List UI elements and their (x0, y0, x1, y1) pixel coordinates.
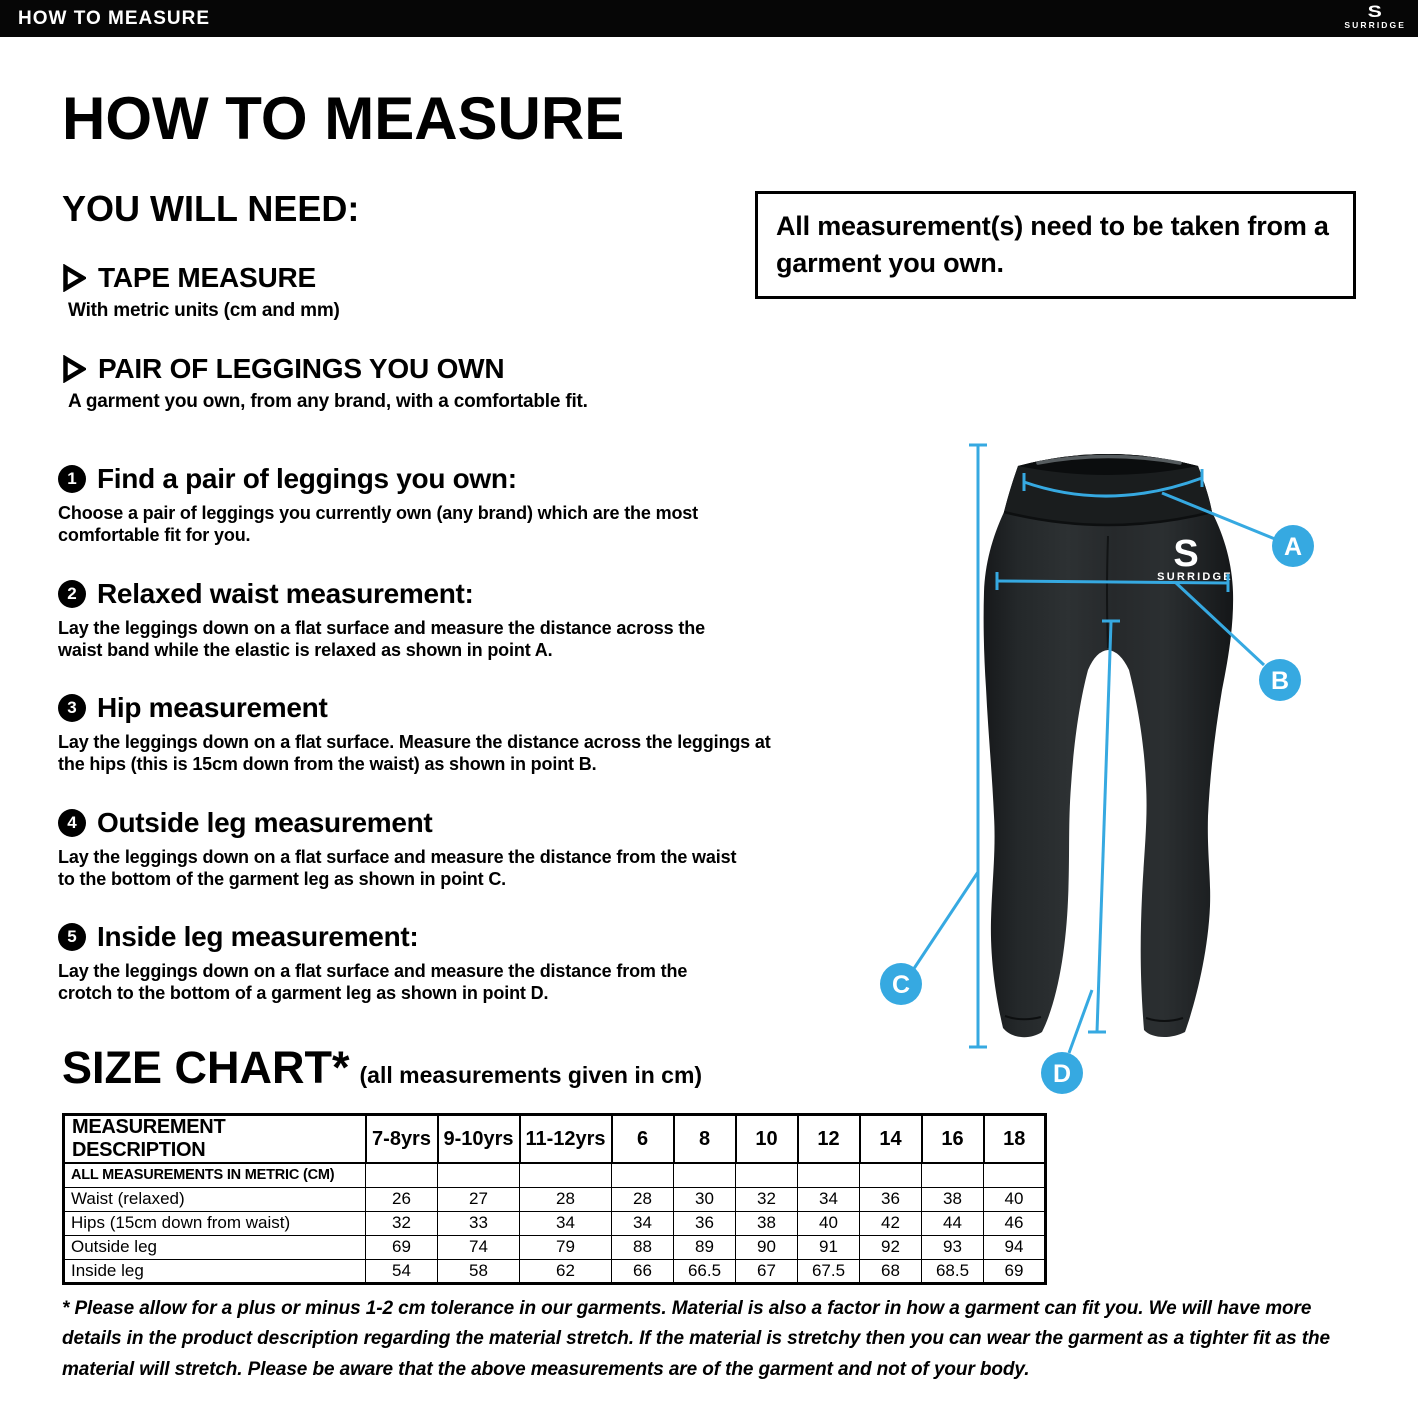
empty-cell (520, 1163, 612, 1187)
step-5 (58, 921, 688, 1005)
step-number-badge: 1 (58, 465, 86, 493)
step-3 (58, 692, 773, 776)
topbar (0, 0, 1418, 37)
value-cell: 34 (520, 1211, 612, 1235)
garment-logo-icon: S (1173, 533, 1199, 575)
value-cell: 58 (438, 1259, 520, 1283)
value-cell: 62 (520, 1259, 612, 1283)
column-header: 6 (612, 1115, 674, 1164)
step-number-badge: 5 (58, 923, 86, 951)
value-cell: 69 (984, 1259, 1046, 1283)
callout-c-label: C (891, 971, 911, 999)
step-number-badge: 2 (58, 580, 86, 608)
column-header: 18 (984, 1115, 1046, 1164)
surridge-logo (1344, 3, 1406, 30)
callout-b (1259, 659, 1301, 701)
callout-a (1272, 525, 1314, 567)
column-header: 12 (798, 1115, 860, 1164)
size-chart-table (62, 1113, 1047, 1285)
value-cell: 32 (736, 1187, 798, 1211)
step-title: Find a pair of leggings you own: (97, 463, 517, 494)
value-cell: 44 (922, 1211, 984, 1235)
value-cell: 38 (922, 1187, 984, 1211)
value-cell: 67.5 (798, 1259, 860, 1283)
unit-label: ALL MEASUREMENTS IN METRIC (CM) (64, 1163, 366, 1187)
surridge-logo-text: SURRIDGE (1344, 20, 1406, 30)
value-cell: 91 (798, 1235, 860, 1259)
unit-row (64, 1163, 1046, 1187)
column-header: 8 (674, 1115, 736, 1164)
value-cell: 89 (674, 1235, 736, 1259)
hip-measure-line (997, 581, 1228, 583)
callout-a-label: A (1283, 533, 1303, 561)
value-cell: 92 (860, 1235, 922, 1259)
column-header: 7-8yrs (366, 1115, 438, 1164)
value-cell: 36 (860, 1187, 922, 1211)
step-body: Lay the leggings down on a flat surface and measure the distance from the waist to the bottom of the garment leg as shown in point C. (58, 847, 737, 890)
value-cell: 34 (612, 1211, 674, 1235)
value-cell: 32 (366, 1211, 438, 1235)
size-table-body (64, 1163, 1046, 1283)
page-title: HOW TO MEASURE (62, 85, 625, 152)
empty-cell (922, 1163, 984, 1187)
step-title: Outside leg measurement (97, 807, 433, 838)
table-row (64, 1259, 1046, 1283)
column-header: 10 (736, 1115, 798, 1164)
value-cell: 69 (366, 1235, 438, 1259)
table-row (64, 1211, 1046, 1235)
empty-cell (984, 1163, 1046, 1187)
value-cell: 36 (674, 1211, 736, 1235)
value-cell: 27 (438, 1187, 520, 1211)
step-body: Choose a pair of leggings you currently own (any brand) which are the most comfortable fit for you. (58, 503, 698, 546)
need-item-description: A garment you own, from any brand, with a comfortable fit. (68, 391, 588, 412)
value-cell: 54 (366, 1259, 438, 1283)
leggings-diagram (850, 420, 1418, 1120)
value-cell: 66 (612, 1259, 674, 1283)
step-4 (58, 807, 748, 891)
need-item-label: PAIR OF LEGGINGS YOU OWN (98, 353, 505, 384)
empty-cell (860, 1163, 922, 1187)
size-chart-subtitle: (all measurements given in cm) (359, 1062, 703, 1088)
need-item-leggings (62, 353, 504, 385)
value-cell: 33 (438, 1211, 520, 1235)
empty-cell (366, 1163, 438, 1187)
row-label: Inside leg (64, 1259, 366, 1283)
step-number-badge: 3 (58, 694, 86, 722)
value-cell: 28 (520, 1187, 612, 1211)
step-body: Lay the leggings down on a flat surface and measure the distance from the crotch to the bottom of a garment leg as shown in point D. (58, 961, 688, 1004)
step-1 (58, 463, 758, 547)
step-body: Lay the leggings down on a flat surface and measure the distance across the waist band while the elastic is relaxed as shown in point A. (58, 618, 705, 661)
table-row (64, 1235, 1046, 1259)
note-text: All measurement(s) need to be taken from a garment you own. (776, 211, 1329, 279)
value-cell: 68 (860, 1259, 922, 1283)
value-cell: 93 (922, 1235, 984, 1259)
need-item-description: With metric units (cm and mm) (68, 300, 340, 321)
empty-cell (612, 1163, 674, 1187)
row-label: Hips (15cm down from waist) (64, 1211, 366, 1235)
column-header: 16 (922, 1115, 984, 1164)
column-header: 14 (860, 1115, 922, 1164)
row-label: Waist (relaxed) (64, 1187, 366, 1211)
need-item-tape-measure (62, 262, 316, 294)
triangle-bullet-icon (62, 355, 86, 383)
step-2 (58, 578, 738, 662)
value-cell: 38 (736, 1211, 798, 1235)
step-body: Lay the leggings down on a flat surface. Measure the distance across the leggings at the hips (this is 15cm down from the waist) as shown in point B. (58, 732, 771, 775)
step-title: Hip measurement (97, 692, 328, 723)
column-header: 9-10yrs (438, 1115, 520, 1164)
disclaimer-text: * Please allow for a plus or minus 1-2 cm tolerance in our garments. Material is also a factor in how a garment can fit you. We will have more details in the product description regarding the material stretch. If the material is stretchy then you can wear the garment as a tighter fit as the material will stretch. Please be aware that the above measurements are of the garment and not of your body. (62, 1298, 1331, 1380)
value-cell: 79 (520, 1235, 612, 1259)
value-cell: 67 (736, 1259, 798, 1283)
center-seam (1107, 536, 1108, 648)
inside-leg-callout-line (1069, 990, 1092, 1053)
value-cell: 34 (798, 1187, 860, 1211)
empty-cell (798, 1163, 860, 1187)
value-cell: 28 (612, 1187, 674, 1211)
size-chart-heading (62, 1042, 702, 1094)
note-box (755, 191, 1356, 299)
step-title: Inside leg measurement: (97, 921, 419, 952)
empty-cell (674, 1163, 736, 1187)
value-cell: 68.5 (922, 1259, 984, 1283)
triangle-bullet-icon (62, 264, 86, 292)
callout-b-label: B (1270, 667, 1290, 695)
callout-d-label: D (1052, 1060, 1072, 1088)
outside-leg-callout-line (913, 872, 978, 970)
step-title: Relaxed waist measurement: (97, 578, 474, 609)
topbar-title: HOW TO MEASURE (18, 7, 211, 29)
value-cell: 90 (736, 1235, 798, 1259)
leggings-illustration (850, 420, 1418, 1120)
value-cell: 46 (984, 1211, 1046, 1235)
value-cell: 40 (798, 1211, 860, 1235)
size-chart-title: SIZE CHART* (62, 1042, 350, 1093)
you-will-need-heading: YOU WILL NEED: (62, 188, 360, 229)
garment-logo-text: SURRIDGE (1157, 571, 1233, 583)
table-row (64, 1187, 1046, 1211)
callout-d (1041, 1052, 1083, 1094)
value-cell: 94 (984, 1235, 1046, 1259)
value-cell: 74 (438, 1235, 520, 1259)
value-cell: 42 (860, 1211, 922, 1235)
value-cell: 26 (366, 1187, 438, 1211)
value-cell: 66.5 (674, 1259, 736, 1283)
inside-leg-measure-line (1097, 622, 1111, 1032)
surridge-logo-icon: S (1368, 2, 1383, 21)
value-cell: 88 (612, 1235, 674, 1259)
step-number-badge: 4 (58, 809, 86, 837)
value-cell: 30 (674, 1187, 736, 1211)
column-header: MEASUREMENT DESCRIPTION (64, 1115, 366, 1164)
empty-cell (736, 1163, 798, 1187)
value-cell: 40 (984, 1187, 1046, 1211)
column-header: 11-12yrs (520, 1115, 612, 1164)
row-label: Outside leg (64, 1235, 366, 1259)
callout-c (880, 963, 922, 1005)
empty-cell (438, 1163, 520, 1187)
need-item-label: TAPE MEASURE (98, 262, 316, 293)
size-table-header-row (64, 1115, 1046, 1164)
